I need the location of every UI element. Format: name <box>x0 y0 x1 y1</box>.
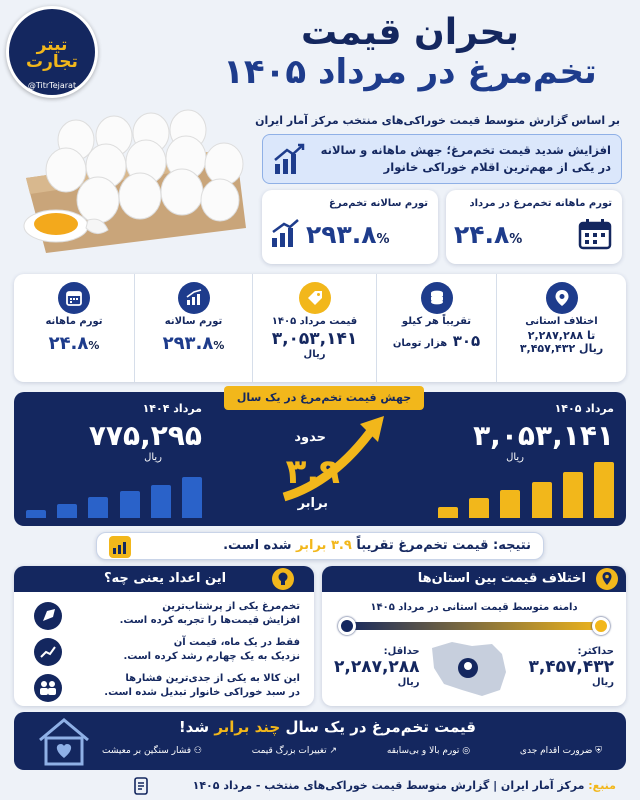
logo <box>6 6 98 98</box>
result-suffix: شده است. <box>223 538 292 553</box>
logo-text: تیتر تجارت <box>26 35 78 72</box>
title-line2: تخم‌مرغ در مرداد ۱۴۰۵ <box>223 52 597 93</box>
location-pin-icon <box>596 568 618 590</box>
coins-icon: ◎ <box>462 746 471 756</box>
highlight-monthly <box>446 190 622 264</box>
bar <box>26 510 46 518</box>
provinces-range-label: دامنه متوسط قیمت استانی در مرداد ۱۴۰۵ <box>370 602 578 613</box>
stat2-label: قیمت مرداد ۱۴۰۵ <box>271 316 358 327</box>
range-min-handle <box>338 617 356 635</box>
stat-provincial-gap <box>496 274 626 382</box>
banner-line1: افزایش شدید قیمت تخم‌مرغ؛ جهش ماهانه و سالانه <box>320 143 611 157</box>
calendar-icon <box>578 218 612 250</box>
highlight-monthly-unit: % <box>509 232 523 247</box>
calendar-icon <box>58 282 90 314</box>
bar <box>120 491 140 518</box>
footer-headline-a: قیمت تخم‌مرغ در یک سال <box>285 718 476 736</box>
source-label: منبع: <box>588 779 616 792</box>
meaning-item-line2: در سبد خوراکی خانوار تبدیل شده است. <box>104 687 300 698</box>
family-icon <box>34 674 62 702</box>
bar <box>563 472 583 518</box>
stat3-value: ۲۹۳.۸ <box>162 333 214 354</box>
stat1-label: تقریباً هر کیلو <box>401 316 472 327</box>
meaning-item-line1: تخم‌مرغ یکی از پرشتاب‌ترین <box>162 601 300 612</box>
stat2-value: ۳,۰۵۳,۱۴۱ <box>271 329 358 349</box>
meaning-item <box>70 600 300 636</box>
compare-left-label: مرداد ۱۴۰۴ <box>142 402 202 415</box>
result-prefix: نتیجه: قیمت تخم‌مرغ تقریباً <box>356 538 531 553</box>
footer-tag <box>252 746 337 756</box>
stat-yearly <box>134 274 252 382</box>
footer-tag <box>102 746 202 756</box>
footer-tag-label: تغییرات بزرگ قیمت <box>251 746 327 756</box>
stat-price <box>252 274 376 382</box>
subtitle: بر اساس گزارش متوسط قیمت خوراکی‌های منتخب مرکز آمار ایران <box>255 114 620 127</box>
price-tag-icon <box>299 282 331 314</box>
provinces-min-label: حداقل: <box>383 646 420 657</box>
iran-map <box>422 638 512 700</box>
trend-up-icon <box>271 142 307 178</box>
growth-chart-icon <box>34 638 62 666</box>
bar <box>500 490 520 518</box>
compare-times-value: ۳.۹ <box>285 452 340 492</box>
stat1-value: ۳۰۵ <box>452 332 481 350</box>
stat-per-kilo <box>376 274 496 382</box>
footer-headline-b: چند برابر <box>214 718 281 736</box>
bar <box>438 507 458 518</box>
footer-panel <box>14 712 626 770</box>
footer-headline-c: شد! <box>178 718 210 736</box>
source-text: مرکز آمار ایران | گزارش متوسط قیمت خوراکی‌های منتخب - مرداد ۱۴۰۵ <box>192 779 585 792</box>
compare-middle <box>234 412 406 520</box>
highlight-yearly <box>262 190 438 264</box>
growth-chart-icon <box>270 218 300 248</box>
footer-tag-label: ضرورت اقدام جدی <box>519 746 593 756</box>
footer-tag <box>387 746 470 756</box>
location-pin-icon <box>546 282 578 314</box>
provinces-title: اختلاف قیمت بین استان‌ها <box>417 571 586 586</box>
bar <box>594 462 614 518</box>
meaning-card <box>14 566 314 706</box>
provinces-min-unit: ریال <box>397 677 420 688</box>
provinces-max-label: حداکثر: <box>577 646 614 657</box>
rocket-icon <box>34 602 62 630</box>
bar <box>88 497 108 518</box>
stat0-value2: ۳,۴۵۷,۴۳۲ <box>519 342 576 355</box>
range-max-handle <box>592 617 610 635</box>
ribbon-text: جهش قیمت تخم‌مرغ در یک سال <box>236 391 412 404</box>
stat3-label: تورم سالانه <box>164 316 223 327</box>
stat0-unit: ریال <box>579 342 604 355</box>
compare-right <box>438 402 614 518</box>
bar <box>182 477 202 518</box>
provinces-max-unit: ریال <box>592 677 614 688</box>
footer-tag-label: فشار سنگین بر معیشت <box>102 746 192 756</box>
stat1-unit: هزار تومان <box>392 338 448 349</box>
highlight-monthly-value: ۲۴.۸ <box>454 220 510 249</box>
coins-icon <box>421 282 453 314</box>
compare-about: حدود <box>294 430 326 445</box>
compare-left-unit: ریال <box>144 452 162 463</box>
shield-icon: ⛨ <box>595 746 602 756</box>
bar <box>469 498 489 518</box>
page-title <box>190 12 630 92</box>
meaning-item-line2: افزایش قیمت‌ها را تجربه کرده است. <box>119 615 300 626</box>
compare-left <box>26 402 202 518</box>
lightbulb-icon <box>272 568 294 590</box>
meaning-item <box>70 636 300 672</box>
compare-times-label: برابر <box>297 496 328 511</box>
compare-left-bars <box>26 472 202 518</box>
meaning-title: این اعداد یعنی چه؟ <box>104 571 227 586</box>
bar <box>532 482 552 518</box>
footer-tag <box>520 746 602 756</box>
stat0-prefix: تا <box>586 329 596 342</box>
range-slider <box>342 622 606 630</box>
stat4-value: ۲۴.۸ <box>48 333 89 354</box>
compare-right-bars <box>438 462 614 518</box>
result-value: ۳.۹ برابر <box>296 538 352 553</box>
provinces-min-value: ۲,۲۸۷,۲۸۸ <box>334 657 420 677</box>
stat4-label: تورم ماهانه <box>45 316 103 327</box>
bar <box>57 504 77 518</box>
people-icon: ⚇ <box>193 746 202 756</box>
document-icon <box>134 777 148 795</box>
compare-left-value: ۷۷۵,۲۹۵ <box>88 419 202 452</box>
logo-handle: @TitrTejarat <box>27 81 77 90</box>
comparison-ribbon <box>224 386 424 410</box>
bar-chart-icon <box>178 282 210 314</box>
meaning-item-line1: فقط در یک ماه، قیمت آن <box>173 637 300 648</box>
highlight-yearly-label: تورم سالانه تخم‌مرغ <box>329 198 428 209</box>
result-bar <box>96 532 544 560</box>
provinces-max-value: ۳,۴۵۷,۴۳۲ <box>528 657 614 677</box>
highlight-yearly-unit: % <box>376 232 390 247</box>
provinces-card <box>322 566 626 706</box>
compare-right-unit: ریال <box>506 452 524 463</box>
meaning-item-line1: این کالا به یکی از جدی‌ترین فشارها <box>125 673 300 684</box>
banner-line2: در یکی از مهم‌ترین اقلام خوراکی خانوار <box>383 160 611 175</box>
stats-strip <box>14 274 626 382</box>
highlight-monthly-label: تورم ماهانه تخم‌مرغ در مرداد <box>469 198 612 209</box>
trend-icon: ↗ <box>329 746 338 756</box>
headline-banner <box>262 134 622 184</box>
stat0-value: ۲,۲۸۷,۲۸۸ <box>527 329 584 342</box>
stat-monthly <box>14 274 134 382</box>
stat3-unit: % <box>213 339 225 352</box>
egg-tray-illustration <box>6 108 256 258</box>
chart-icon <box>109 536 131 558</box>
source-line <box>14 776 626 796</box>
comparison-panel <box>14 392 626 526</box>
home-heart-icon <box>34 714 94 768</box>
footer-tag-label: تورم بالا و بی‌سابقه <box>386 746 460 756</box>
meaning-item-line2: نزدیک به یک چهارم رشد کرده است. <box>123 651 300 662</box>
stat4-unit: % <box>88 339 100 352</box>
stat2-unit: ریال <box>303 349 326 360</box>
highlight-yearly-value: ۲۹۳.۸ <box>306 220 377 249</box>
compare-right-label: مرداد ۱۴۰۵ <box>554 402 614 415</box>
compare-right-value: ۳,۰۵۳,۱۴۱ <box>473 419 614 452</box>
title-line1: بحران قیمت <box>301 12 519 53</box>
bar <box>151 485 171 518</box>
meaning-item <box>70 672 300 708</box>
stat0-label: اختلاف استانی <box>525 316 598 327</box>
